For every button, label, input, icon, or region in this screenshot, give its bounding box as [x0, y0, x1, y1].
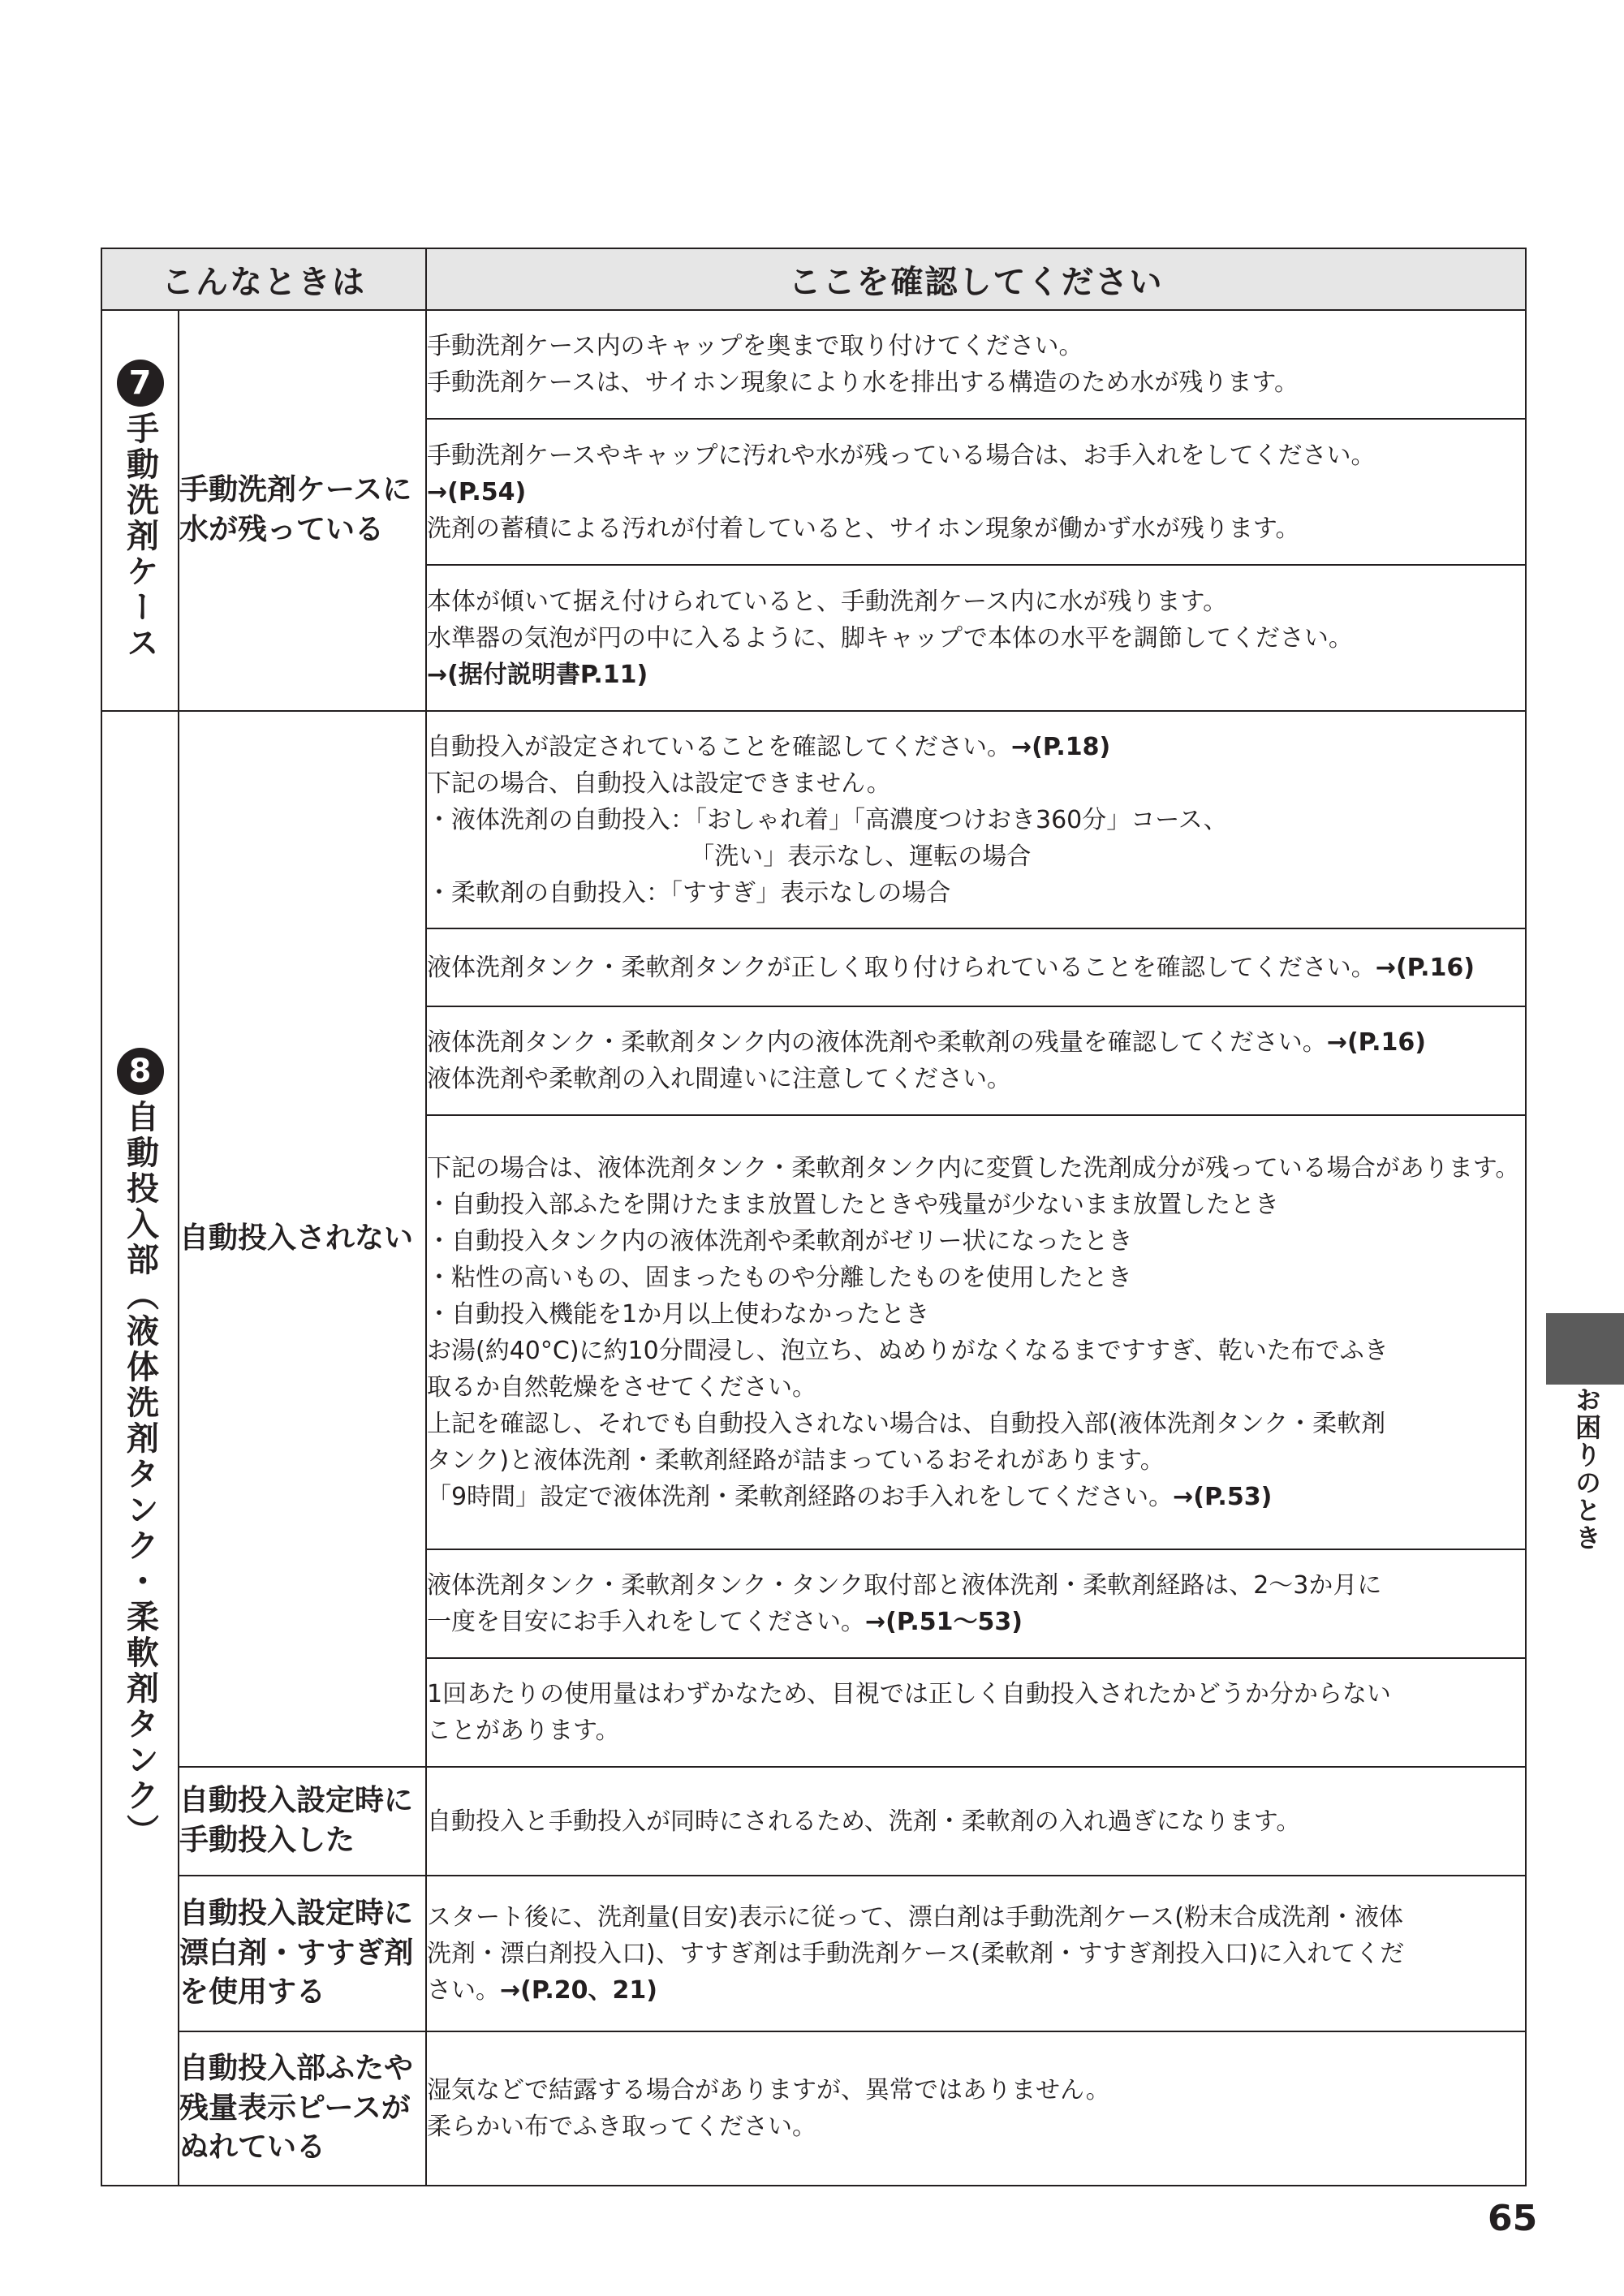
page-reference: →(P.20、21) — [500, 1975, 657, 2005]
check-text: 手動洗剤ケースやキャップに汚れや水が残っている場合は、お手入れをしてください。 — [427, 441, 1376, 470]
symptom-cell: 自動投入設定時に手動投入した — [179, 1767, 426, 1876]
check-line — [427, 1899, 1525, 1936]
check-line — [427, 1936, 1525, 1972]
check-line — [427, 1406, 1525, 1442]
check-text: お湯(約40°C)に約10分間浸し、泡立ち、ぬめりがなくなるまですすぎ、乾いた布でふき — [427, 1336, 1389, 1365]
check-text: 手動洗剤ケースは、サイホン現象により水を排出する構造のため水が残ります。 — [427, 368, 1299, 397]
page-reference: →(P.16) — [1375, 953, 1475, 982]
check-text: 洗剤の蓄積による汚れが付着していると、サイホン現象が働かず水が残ります。 — [427, 514, 1300, 543]
table-header-row — [101, 248, 1526, 310]
check-cell — [426, 1115, 1526, 1549]
symptom-cell: 自動投入設定時に漂白剤・すすぎ剤を使用する — [179, 1876, 426, 2031]
check-text: 柔らかい布でふき取ってください。 — [427, 2113, 816, 2141]
check-line — [427, 2109, 1525, 2145]
check-line — [427, 364, 1525, 401]
check-cell — [426, 1549, 1526, 1658]
check-line — [427, 1712, 1525, 1749]
check-line — [427, 1567, 1525, 1604]
table-row — [101, 2031, 1526, 2186]
check-line — [427, 1061, 1525, 1097]
category-cell — [101, 711, 179, 2186]
check-line — [427, 2072, 1525, 2109]
check-line — [427, 1223, 1525, 1260]
check-cell — [426, 310, 1526, 419]
table-row — [101, 711, 1526, 928]
check-line — [427, 875, 1525, 911]
check-text: 湿気などで結露する場合がありますが、異常ではありません。 — [427, 2076, 1110, 2104]
section-tab-marker — [1546, 1313, 1624, 1385]
check-cell — [426, 1658, 1526, 1767]
table-row — [101, 1876, 1526, 2031]
table-row — [101, 1767, 1526, 1876]
check-text: 下記の場合、自動投入は設定できません。 — [427, 769, 891, 798]
check-text: 水準器の気泡が円の中に入るように、脚キャップで本体の水平を調節してください。 — [427, 623, 1353, 653]
section-number-badge: 8 — [117, 1048, 164, 1095]
check-cell — [426, 711, 1526, 928]
check-line — [427, 510, 1525, 547]
header-when: こんなときは — [101, 248, 426, 310]
category-cell — [101, 310, 179, 711]
check-line — [427, 838, 1525, 875]
check-cell — [426, 2031, 1526, 2186]
check-text: ・粘性の高いもの、固まったものや分離したものを使用したとき — [427, 1263, 1132, 1292]
check-text: 自動投入と手動投入が同時にされるため、洗剤・柔軟剤の入れ過ぎになります。 — [427, 1807, 1301, 1836]
check-line — [427, 1479, 1525, 1515]
page-reference: →(P.18) — [1011, 732, 1111, 761]
check-text: ・自動投入タンク内の液体洗剤や柔軟剤がゼリー状になったとき — [427, 1226, 1133, 1256]
check-text: さい。 — [427, 1975, 500, 2005]
check-text: 液体洗剤や柔軟剤の入れ間違いに注意してください。 — [427, 1065, 1011, 1093]
check-line — [427, 802, 1525, 838]
check-cell — [426, 1006, 1526, 1115]
symptom-cell: 手動洗剤ケースに水が残っている — [179, 310, 426, 711]
check-text: 下記の場合は、液体洗剤タンク・柔軟剤タンク内に変質した洗剤成分が残っている場合があります。 — [427, 1153, 1520, 1182]
check-line — [427, 1296, 1525, 1333]
page-reference: →(P.51〜53) — [865, 1608, 1023, 1636]
table-row — [101, 310, 1526, 419]
page-reference: →(P.16) — [1326, 1028, 1426, 1057]
check-text: 一度を目安にお手入れをしてください。 — [427, 1608, 865, 1636]
check-text: 手動洗剤ケース内のキャップを奥まで取り付けてください。 — [427, 332, 1083, 360]
check-cell — [426, 1767, 1526, 1876]
check-line — [427, 1150, 1525, 1187]
check-line — [427, 1972, 1525, 2009]
check-line — [427, 1187, 1525, 1223]
category-label: 手動洗剤ケース — [121, 411, 159, 661]
header-check: ここを確認してください — [426, 248, 1526, 310]
check-text: 液体洗剤タンク・柔軟剤タンクが正しく取り付けられていることを確認してください。 — [427, 953, 1376, 982]
check-line — [427, 729, 1525, 765]
check-text: ・液体洗剤の自動投入：「おしゃれ着」「高濃度つけおき360分」コース、 — [427, 805, 1228, 834]
check-line — [427, 765, 1525, 802]
check-text: 自動投入が設定されていることを確認してください。 — [427, 732, 1011, 761]
check-text: 液体洗剤タンク・柔軟剤タンク内の液体洗剤や柔軟剤の残量を確認してください。 — [427, 1028, 1327, 1057]
troubleshooting-table — [101, 248, 1527, 2186]
check-line — [427, 1676, 1525, 1712]
check-line — [427, 1442, 1525, 1479]
check-line — [427, 620, 1525, 657]
page-reference: →(据付説明書P.11) — [427, 660, 648, 689]
check-cell — [426, 1876, 1526, 2031]
check-cell — [426, 419, 1526, 565]
page-number: 65 — [1488, 2198, 1538, 2239]
check-line — [427, 1333, 1525, 1369]
check-text: 本体が傾いて据え付けられていると、手動洗剤ケース内に水が残ります。 — [427, 587, 1228, 616]
check-text: 「9時間」設定で液体洗剤・柔軟剤経路のお手入れをしてください。 — [427, 1482, 1174, 1511]
check-text: ことがあります。 — [427, 1717, 620, 1745]
check-cell — [426, 565, 1526, 711]
check-line — [427, 328, 1525, 364]
check-text: 1回あたりの使用量はわずかなため、目視では正しく自動投入されたかどうか分からない — [427, 1680, 1391, 1708]
check-text: ・自動投入機能を1か月以上使わなかったとき — [427, 1299, 930, 1329]
check-line — [427, 437, 1525, 474]
check-text: ・柔軟剤の自動投入：「すすぎ」表示なしの場合 — [427, 878, 951, 907]
check-text: スタート後に、洗剤量(目安)表示に従って、漂白剤は手動洗剤ケース(粉末合成洗剤・液体 — [427, 1902, 1404, 1932]
section-tab-label: お困りのとき — [1571, 1386, 1602, 1552]
check-line — [427, 1260, 1525, 1296]
check-text: 取るか自然乾燥をさせてください。 — [427, 1372, 816, 1402]
check-text: 液体洗剤タンク・柔軟剤タンク・タンク取付部と液体洗剤・柔軟剤経路は、2〜3か月に — [427, 1571, 1382, 1600]
check-text: 洗剤・漂白剤投入口)、すすぎ剤は手動洗剤ケース(柔軟剤・すすぎ剤投入口)に入れてくだ — [427, 1939, 1405, 1968]
symptom-cell: 自動投入されない — [179, 711, 426, 1767]
symptom-cell: 自動投入部ふたや残量表示ピースがぬれている — [179, 2031, 426, 2186]
page-reference: →(P.54) — [427, 477, 527, 506]
section-number-badge: 7 — [117, 360, 164, 407]
check-line — [427, 474, 1525, 510]
check-line — [427, 950, 1525, 986]
check-text: 「洗い」表示なし、運転の場合 — [427, 842, 1032, 871]
category-label: 自動投入部（液体洗剤タンク・柔軟剤タンク） — [121, 1099, 159, 1850]
check-line — [427, 657, 1525, 693]
page-reference: →(P.53) — [1173, 1482, 1273, 1511]
check-line — [427, 1369, 1525, 1406]
check-line — [427, 1604, 1525, 1640]
check-line — [427, 1024, 1525, 1061]
check-text: タンク)と液体洗剤・柔軟剤経路が詰まっているおそれがあります。 — [427, 1445, 1165, 1475]
check-cell — [426, 928, 1526, 1006]
check-line — [427, 584, 1525, 620]
check-text: 上記を確認し、それでも自動投入されない場合は、自動投入部(液体洗剤タンク・柔軟剤 — [427, 1409, 1386, 1438]
check-text: ・自動投入部ふたを開けたまま放置したときや残量が少ないまま放置したとき — [427, 1190, 1279, 1219]
check-line — [427, 1803, 1525, 1840]
